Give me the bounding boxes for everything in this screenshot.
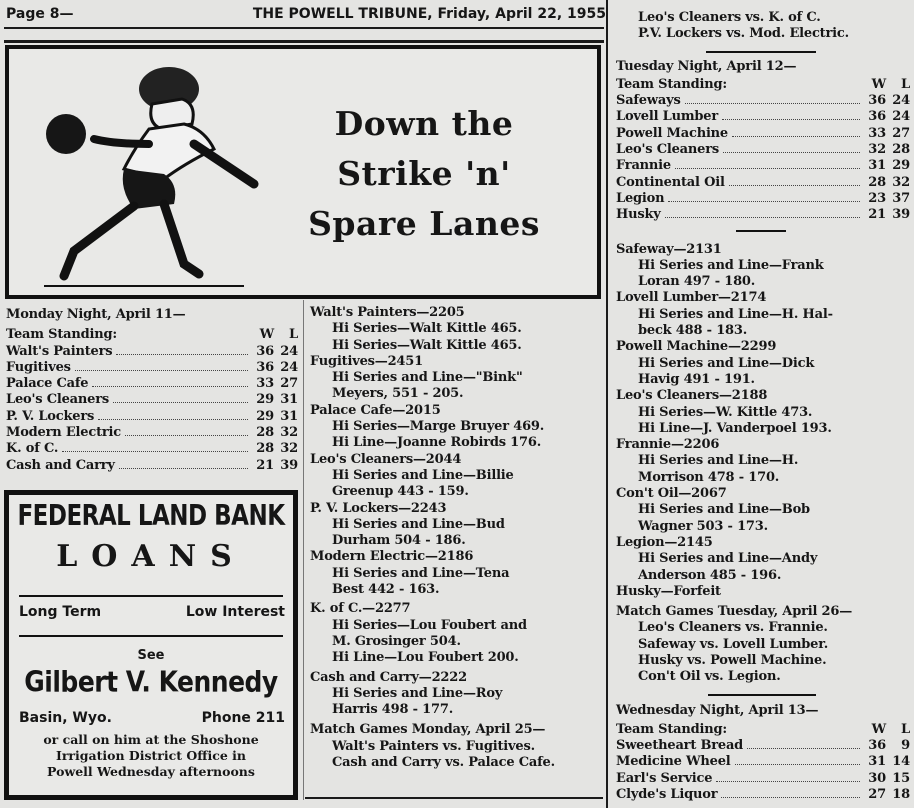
team-name: Clyde's Liquor (616, 787, 718, 803)
result-line: Hi Series—W. Kittle 473. (638, 404, 813, 420)
result-line: Hi Series and Line—Bud (332, 516, 505, 532)
right-column (616, 10, 910, 803)
result-line: Hi Series and Line—"Bink" (332, 370, 523, 386)
newspaper-dateline: THE POWELL TRIBUNE, Friday, April 22, 1955 (252, 6, 606, 22)
team-wins: 36 (256, 359, 274, 375)
result-team: Husky—Forfeit (616, 583, 721, 599)
result-line: Loran 497 - 180. (638, 274, 756, 290)
monday-standings (6, 307, 298, 474)
team-result (310, 305, 605, 354)
standing-header (616, 722, 910, 738)
team-result (616, 584, 910, 600)
section-heading: Tuesday Night, April 12— (616, 58, 797, 74)
standing-row (6, 360, 298, 376)
standing-row (616, 738, 910, 754)
standing-row (616, 771, 910, 787)
match-item: Leo's Cleaners vs. Frannie. (638, 620, 828, 636)
dot-leader (716, 781, 860, 782)
team-wins: 36 (256, 343, 274, 359)
team-losses: 32 (280, 441, 298, 457)
page-header (6, 4, 606, 26)
team-result (310, 501, 605, 550)
dot-leader (721, 797, 860, 798)
result-line: Havig 491 - 191. (638, 371, 755, 387)
team-name: K. of C. (6, 441, 59, 457)
team-losses: 39 (280, 457, 298, 473)
team-name: Leo's Cleaners (616, 142, 719, 158)
dot-leader (722, 119, 860, 120)
result-line: M. Grosinger 504. (332, 633, 461, 649)
dot-leader (723, 152, 860, 153)
federal-land-bank-ad (4, 490, 298, 800)
ad-phone: Phone 211 (201, 710, 285, 726)
team-name: Modern Electric (6, 425, 121, 441)
team-wins: 21 (868, 207, 886, 223)
team-result (616, 339, 910, 388)
dot-leader (119, 468, 248, 469)
column-rule (606, 0, 608, 808)
result-line: Hi Line—Joanne Robirds 176. (332, 435, 542, 451)
monday-results (310, 305, 605, 771)
standing-row (616, 126, 910, 142)
standing-row (616, 191, 910, 207)
team-losses: 27 (892, 125, 910, 141)
column-rule (303, 300, 304, 800)
ad-body-line: or call on him at the Shoshone (43, 732, 259, 747)
ad-body-line: Powell Wednesday afternoons (47, 764, 255, 779)
result-line: Hi Series and Line—H. (638, 453, 799, 469)
section-rule (708, 694, 816, 696)
result-line: Harris 498 - 177. (332, 702, 454, 718)
dot-leader (665, 217, 860, 218)
ad-headline: FEDERAL LAND BANK (17, 499, 285, 533)
result-team: Walt's Painters—2205 (310, 305, 465, 320)
team-losses: 29 (892, 158, 910, 174)
section-rule (706, 51, 816, 53)
result-team: Safeway—2131 (616, 241, 722, 257)
team-wins: 36 (868, 109, 886, 125)
result-line: Wagner 503 - 173. (638, 518, 768, 534)
dot-leader (116, 354, 248, 355)
result-team: Palace Cafe—2015 (310, 402, 441, 418)
column-end-rule (305, 797, 603, 799)
ad-rule (19, 595, 283, 597)
result-line: Hi Line—J. Vanderpoel 193. (638, 420, 832, 436)
team-result (616, 242, 910, 291)
team-wins: 33 (256, 376, 274, 392)
team-result (310, 452, 605, 501)
ad-contact-name: Gilbert V. Kennedy (24, 664, 278, 699)
result-line: Durham 504 - 186. (332, 533, 466, 549)
result-team: Fugitives—2451 (310, 353, 423, 369)
match-item: Cash and Carry vs. Palace Cafe. (332, 755, 555, 771)
team-name: Husky (616, 207, 661, 223)
standing-row (616, 142, 910, 158)
wins-label: W (871, 76, 886, 92)
banner-title-line: Down the (334, 104, 514, 143)
team-wins: 28 (256, 441, 274, 457)
team-result (616, 486, 910, 535)
team-wins: 36 (868, 93, 886, 109)
result-team: Frannie—2206 (616, 437, 720, 453)
result-line: beck 488 - 183. (638, 323, 748, 339)
team-result (616, 437, 910, 486)
dot-leader (75, 370, 248, 371)
team-losses: 24 (892, 93, 910, 109)
team-losses: 9 (901, 738, 910, 754)
team-wins: 29 (256, 392, 274, 408)
standing-row (6, 425, 298, 441)
dot-leader (685, 103, 860, 104)
team-result (616, 290, 910, 339)
standing-row (616, 754, 910, 770)
result-line: Anderson 485 - 196. (638, 567, 782, 583)
standing-row (6, 344, 298, 360)
dot-leader (675, 168, 860, 169)
ad-body-line: Irrigation District Office in (55, 748, 247, 763)
team-wins: 32 (868, 142, 886, 158)
standing-label: Team Standing: (616, 76, 727, 92)
standing-row (6, 376, 298, 392)
team-wins: 29 (256, 408, 274, 424)
losses-label: L (901, 721, 910, 737)
section-heading: Wednesday Night, April 13— (616, 702, 819, 718)
team-losses: 27 (280, 376, 298, 392)
team-losses: 14 (892, 754, 910, 770)
banner-title (259, 99, 589, 249)
result-line: Hi Series—Marge Bruyer 469. (332, 419, 545, 435)
match-item: Safeway vs. Lovell Lumber. (638, 636, 829, 652)
team-result (310, 403, 605, 452)
matches-heading: Match Games Monday, April 25— (310, 722, 546, 738)
result-team: Con't Oil—2067 (616, 486, 727, 502)
team-wins: 30 (868, 770, 886, 786)
team-wins: 23 (868, 190, 886, 206)
result-line: Hi Series and Line—Andy (638, 551, 818, 567)
match-item: Leo's Cleaners vs. K. of C. (638, 10, 821, 25)
team-losses: 32 (280, 425, 298, 441)
ad-rule (19, 635, 283, 637)
team-losses: 28 (892, 142, 910, 158)
team-losses: 24 (280, 343, 298, 359)
column-banner (5, 45, 601, 299)
match-item: P.V. Lockers vs. Mod. Electric. (638, 26, 849, 42)
result-line: Best 442 - 163. (332, 582, 440, 598)
dot-leader (98, 419, 248, 420)
team-name: Medicine Wheel (616, 754, 731, 770)
team-result (616, 535, 910, 584)
wins-label: W (871, 721, 886, 737)
match-item: Walt's Painters vs. Fugitives. (332, 738, 535, 754)
team-result (310, 354, 605, 403)
ad-loans: LOANS (56, 539, 246, 574)
dot-leader (668, 201, 860, 202)
standing-row (616, 207, 910, 223)
team-wins: 31 (868, 754, 886, 770)
team-name: Lovell Lumber (616, 109, 718, 125)
dot-leader (735, 764, 860, 765)
result-team: P. V. Lockers—2243 (310, 500, 447, 516)
result-line: Greenup 443 - 159. (332, 484, 469, 500)
result-line: Hi Series—Walt Kittle 465. (332, 337, 522, 353)
dot-leader (747, 748, 860, 749)
match-item: Husky vs. Powell Machine. (638, 652, 827, 668)
ad-long-term: Long Term (19, 604, 102, 620)
team-losses: 31 (280, 392, 298, 408)
result-team: Leo's Cleaners—2188 (616, 388, 768, 404)
team-losses: 15 (892, 770, 910, 786)
team-name: P. V. Lockers (6, 408, 95, 424)
standing-row (616, 175, 910, 191)
standing-header (616, 77, 910, 93)
team-name: Frannie (616, 158, 671, 174)
standing-header (6, 327, 298, 343)
page-number: Page 8— (6, 6, 74, 22)
standing-row (616, 787, 910, 803)
result-team: Modern Electric—2186 (310, 549, 474, 565)
result-line: Hi Series and Line—Roy (332, 685, 503, 701)
result-team: K. of C.—2277 (310, 601, 411, 617)
result-line: Hi Series and Line—Bob (638, 502, 810, 518)
result-team: Cash and Carry—2222 (310, 669, 467, 685)
losses-label: L (901, 76, 910, 92)
header-rule (4, 27, 604, 29)
standing-row (616, 109, 910, 125)
team-wins: 28 (868, 174, 886, 190)
ad-body (9, 732, 293, 780)
standing-row (616, 93, 910, 109)
team-name: Legion (616, 190, 665, 206)
result-line: Hi Line—Lou Foubert 200. (332, 650, 519, 666)
result-line: Meyers, 551 - 205. (332, 386, 464, 402)
ad-low-interest: Low Interest (185, 604, 285, 620)
dot-leader (113, 402, 248, 403)
team-result (310, 670, 605, 719)
team-wins: 31 (868, 158, 886, 174)
wins-label: W (259, 327, 274, 343)
header-rule (4, 40, 604, 43)
team-losses: 32 (892, 174, 910, 190)
team-result (310, 601, 605, 666)
losses-label: L (289, 327, 298, 343)
team-name: Walt's Painters (6, 343, 113, 359)
result-team: Legion—2145 (616, 534, 713, 550)
dot-leader (62, 451, 248, 452)
team-losses: 24 (280, 359, 298, 375)
result-team: Lovell Lumber—2174 (616, 290, 767, 306)
result-line: Hi Series—Walt Kittle 465. (332, 321, 522, 337)
team-name: Powell Machine (616, 125, 729, 141)
result-line: Hi Series and Line—Tena (332, 565, 510, 581)
standing-label: Team Standing: (6, 327, 117, 343)
result-line: Hi Series and Line—Dick (638, 355, 815, 371)
result-team: Powell Machine—2299 (616, 339, 777, 355)
team-result (310, 549, 605, 598)
team-losses: 37 (892, 190, 910, 206)
ad-location: Basin, Wyo. (19, 710, 112, 726)
team-losses: 18 (892, 787, 910, 803)
dot-leader (732, 136, 860, 137)
match-item: Con't Oil vs. Legion. (638, 669, 781, 685)
result-line: Hi Series and Line—H. Hal- (638, 306, 833, 322)
section-rule (736, 230, 786, 232)
team-wins: 27 (868, 787, 886, 803)
team-result (616, 388, 910, 437)
team-name: Fugitives (6, 359, 71, 375)
team-losses: 39 (892, 207, 910, 223)
standing-row (6, 392, 298, 408)
result-line: Morrison 478 - 170. (638, 469, 780, 485)
standing-row (6, 409, 298, 425)
matches-heading: Match Games Tuesday, April 26— (616, 604, 853, 620)
dot-leader (92, 386, 248, 387)
dot-leader (729, 185, 860, 186)
result-line: Hi Series and Line—Frank (638, 257, 824, 273)
standing-row (6, 458, 298, 474)
team-wins: 21 (256, 457, 274, 473)
team-wins: 36 (868, 738, 886, 754)
team-name: Cash and Carry (6, 457, 115, 473)
result-line: Hi Series and Line—Billie (332, 467, 514, 483)
team-losses: 31 (280, 408, 298, 424)
banner-title-line: Strike 'n' (337, 154, 511, 193)
banner-title-line: Spare Lanes (308, 204, 540, 243)
bowler-illustration (34, 54, 274, 294)
result-team: Leo's Cleaners—2044 (310, 451, 462, 467)
standing-row (6, 441, 298, 457)
section-heading: Monday Night, April 11— (6, 307, 186, 322)
team-name: Safeways (616, 93, 681, 109)
standing-row (616, 158, 910, 174)
team-name: Leo's Cleaners (6, 392, 109, 408)
team-name: Earl's Service (616, 770, 713, 786)
standing-label: Team Standing: (616, 721, 727, 737)
ad-see: See (137, 648, 165, 663)
result-line: Hi Series—Lou Foubert and (332, 617, 527, 633)
team-wins: 33 (868, 125, 886, 141)
team-wins: 28 (256, 425, 274, 441)
team-name: Palace Cafe (6, 376, 89, 392)
dot-leader (125, 435, 248, 436)
team-losses: 24 (892, 109, 910, 125)
team-name: Sweetheart Bread (616, 738, 744, 754)
team-name: Continental Oil (616, 174, 725, 190)
